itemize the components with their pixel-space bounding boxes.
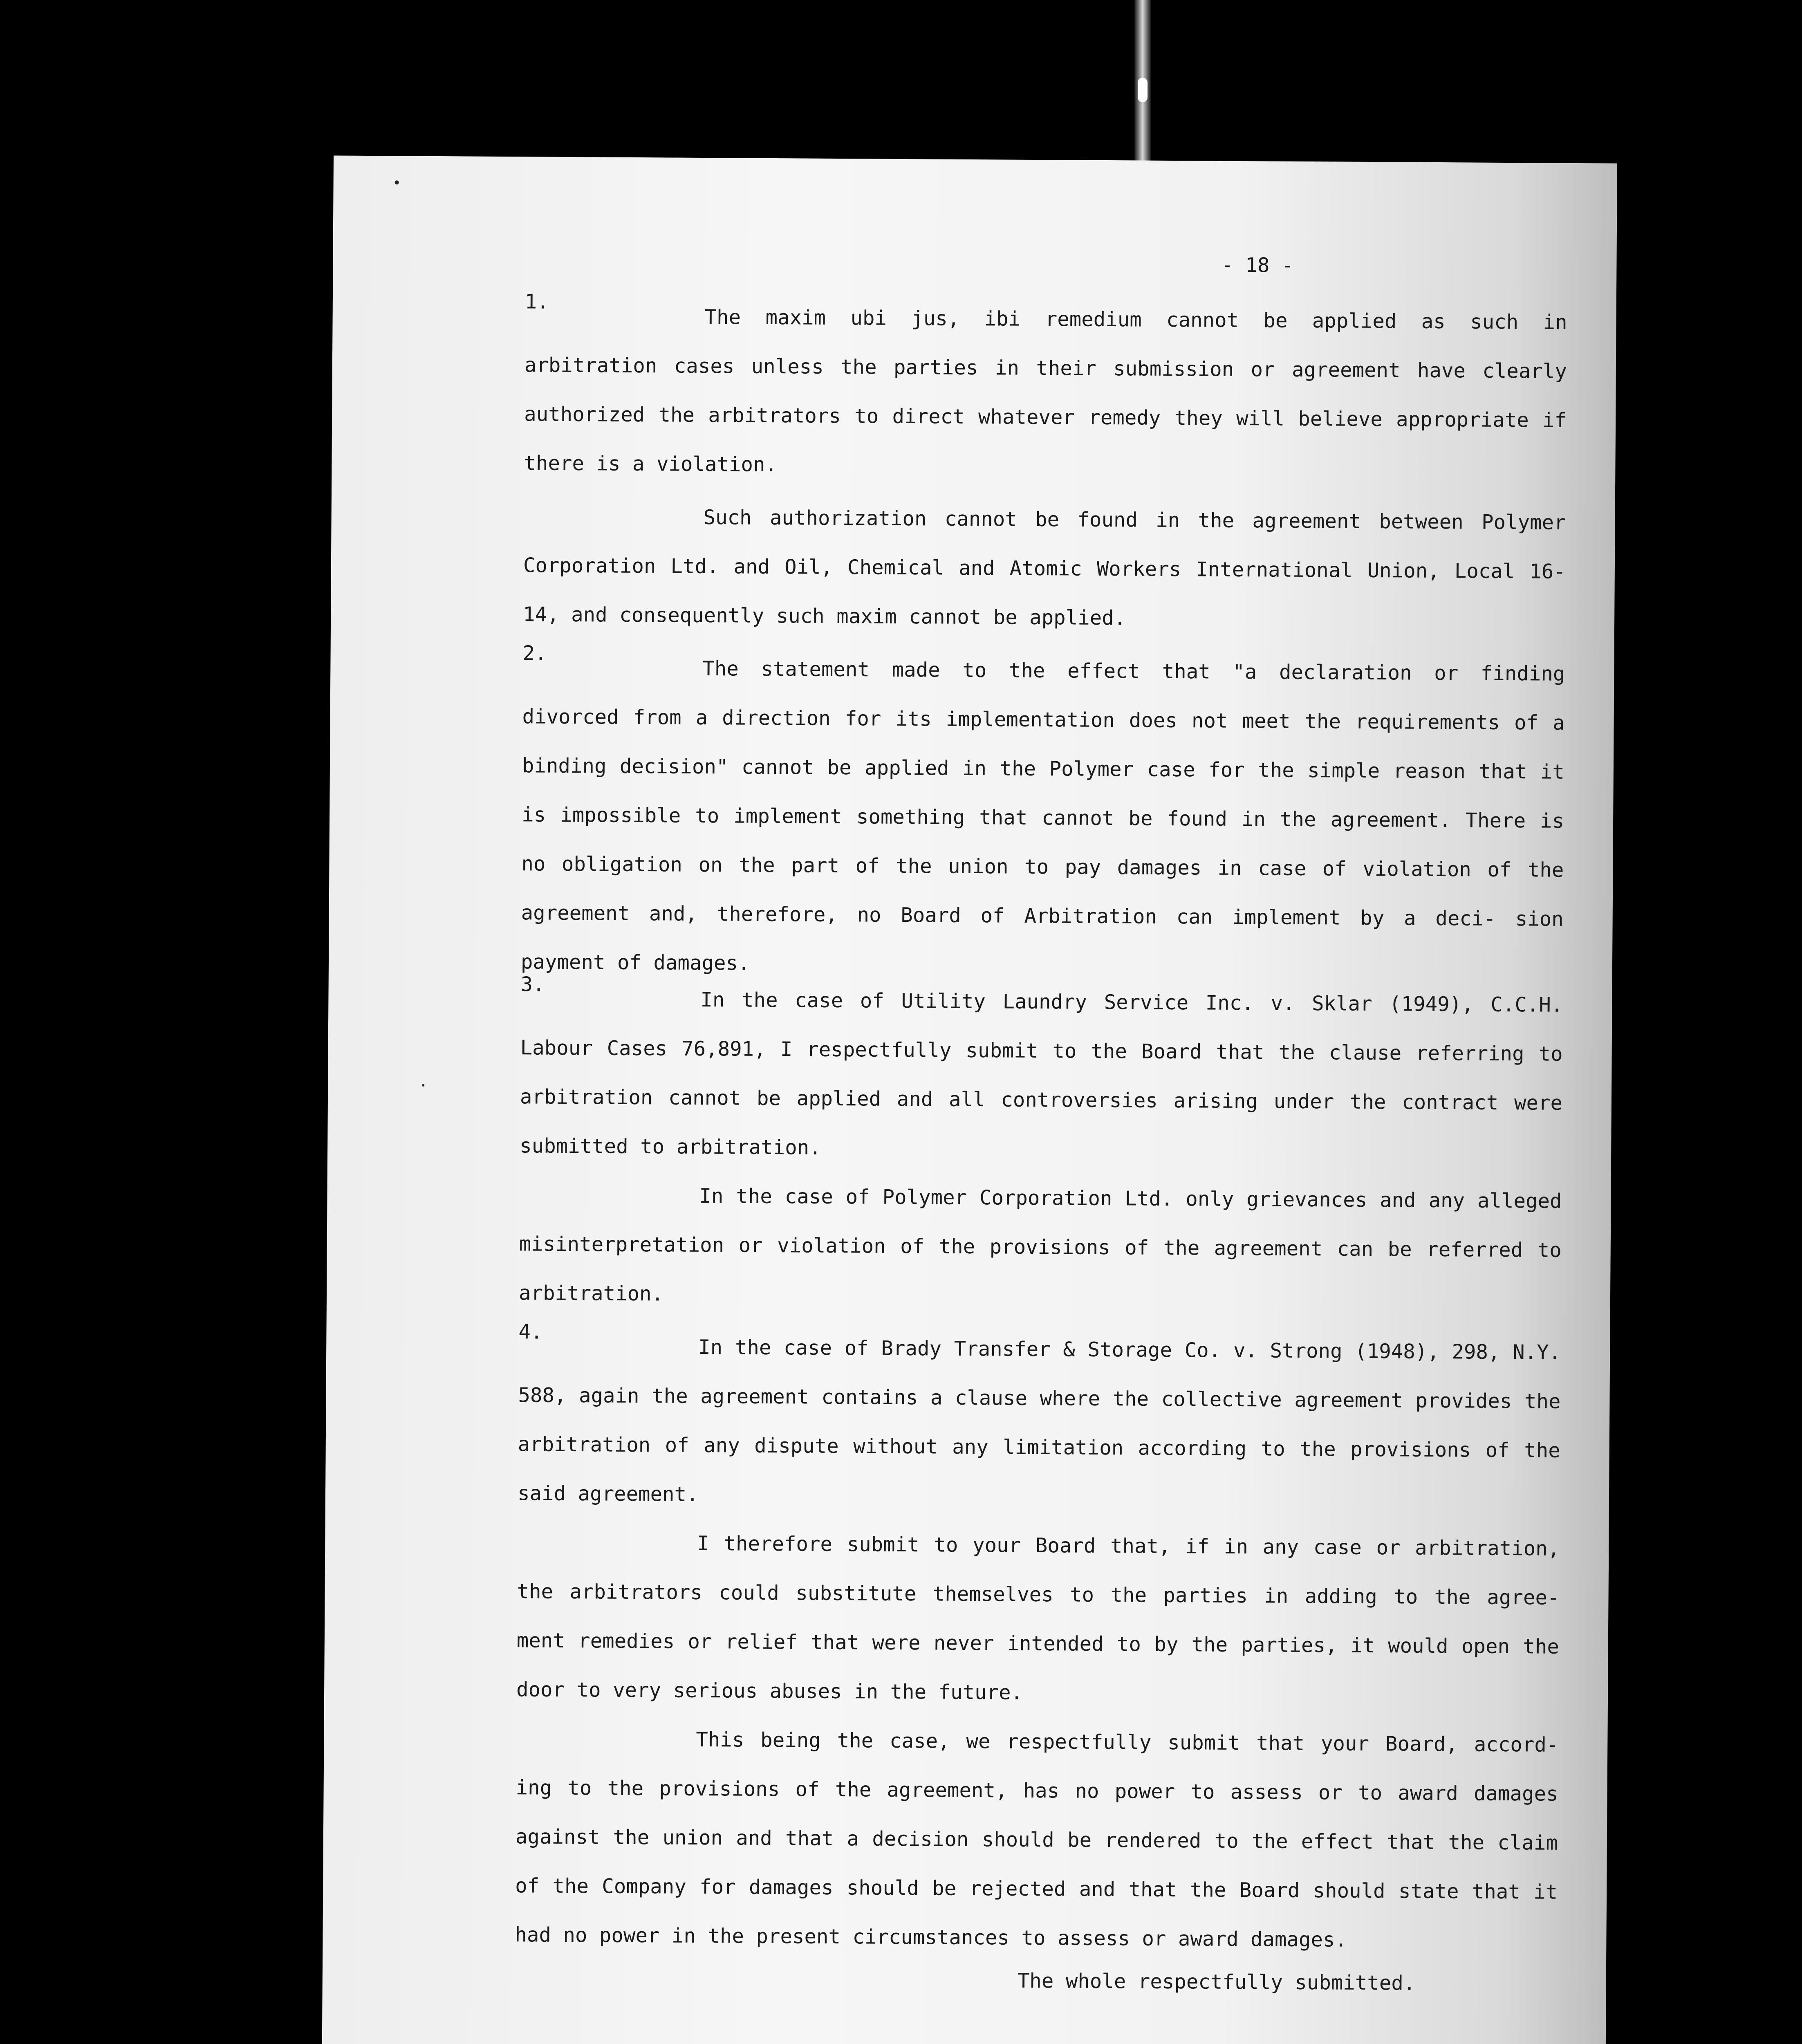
paragraph-4a: [518, 1322, 1561, 1524]
paragraph-1a: [524, 291, 1567, 494]
paragraph-1a-text: The maxim ubi jus, ibi remedium cannot be applied as such in arbitration cases unless the parties in their submission or agreement have clearly authorized the arbitrators to direct whatever remedy they will believe appropriate if there is a violation.: [524, 305, 1567, 477]
closing-line: The whole respectfully submitted.: [1017, 1969, 1416, 1995]
paragraph-4c: [515, 1714, 1559, 1966]
paragraph-2-text: The statement made to the effect that "a declaration or finding divorced from a direction for its implementation does not meet the requirements of a binding decision" cannot be applied in the Polymer case for the simple reason that it is impossible to implement something that cannot be found in the agreement. There is no obligation on the part of the union to pay damages in case of violation of the agreement and, therefore, no Board of Arbitration can implement by a deci- sion payment of damages.: [520, 657, 1565, 975]
paragraph-1b: [523, 492, 1566, 645]
paragraph-3a-text: In the case of Utility Laundry Service Inc. v. Sklar (1949), C.C.H. Labour Cases 76,891, I respectfully submit to the Board that the clause referring to arbitration cannot be applied and all controversies arising under the contract were submitted to arbitration.: [520, 988, 1563, 1159]
paragraph-4c-text: This being the case, we respectfully submit that your Board, accord- ing to the provisions of the agreement, has no power to assess or to award damages against the union and that a decision should be rendered to the effect that the claim of the Company for damages should be rejected and that the Board should state that it had no power in the present circumstances to assess or award damages.: [515, 1728, 1559, 1952]
paragraph-2: [520, 643, 1565, 996]
paragraph-3a: [520, 974, 1563, 1177]
paragraph-4b-text: I therefore submit to your Board that, if in any case or arbitration, the arbitrators could substitute themselves to the parties in adding to the agree- ment remedies or relief that were never intended to by the parties, it would open the door to very serious abuses in the future.: [516, 1531, 1560, 1704]
paragraph-4b: [516, 1518, 1560, 1721]
section-number-1: 1.: [524, 290, 549, 314]
scan-speck: [422, 1084, 424, 1087]
document-page: [321, 155, 1617, 2044]
section-number-3: 3.: [520, 973, 545, 996]
section-number-2: 2.: [522, 641, 547, 665]
paragraph-1b-text: Such authorization cannot be found in the agreement between Polymer Corporation Ltd. and Oil, Chemical and Atomic Workers International Union, Local 16-14, and consequently such maxim cannot be applied.: [523, 506, 1566, 630]
section-number-4: 4.: [518, 1320, 543, 1344]
scan-speck: [395, 180, 399, 184]
film-strip-highlight: [1138, 78, 1148, 102]
page-number: - 18 -: [1221, 253, 1294, 277]
paragraph-3b-text: In the case of Polymer Corporation Ltd. only grievances and any alleged misinterpretation or violation of the provisions of the agreement can be referred to arbitration.: [518, 1184, 1562, 1306]
paragraph-4a-text: In the case of Brady Transfer & Storage Co. v. Strong (1948), 298, N.Y. 588, again the agreement contains a clause where the collective agreement provides the arbitration of any dispute without any limitation according to the provisions of the said agreement.: [517, 1335, 1561, 1506]
paragraph-3b: [519, 1170, 1562, 1324]
